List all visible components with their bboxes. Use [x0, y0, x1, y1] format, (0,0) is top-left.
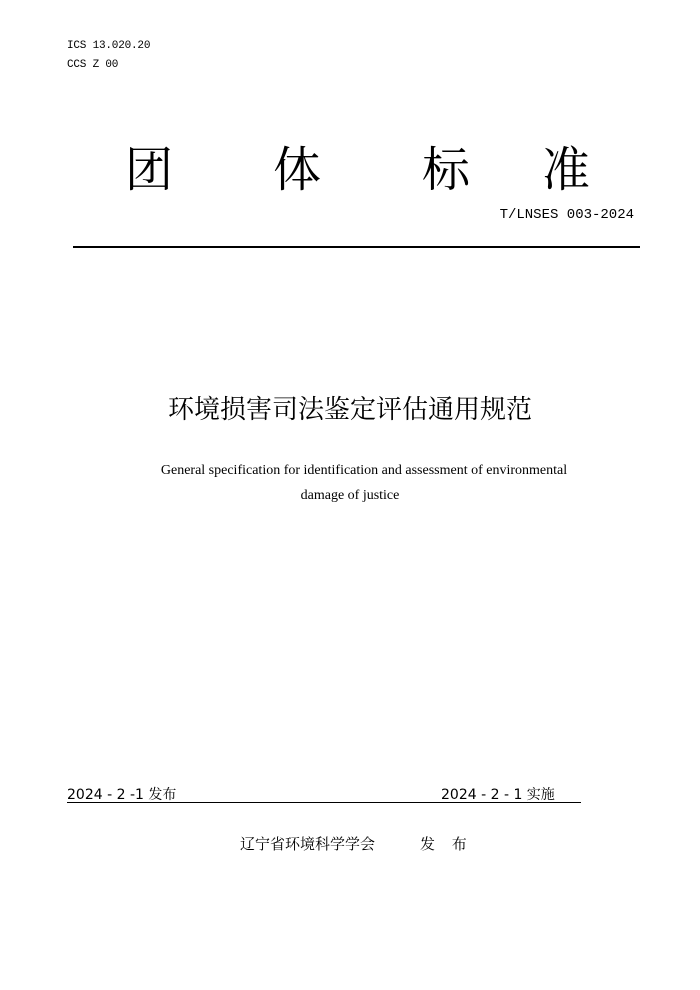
publish-label: 发 布 [420, 835, 473, 853]
standard-number: T/LNSES 003-2024 [499, 207, 634, 223]
document-title-cn [0, 394, 700, 426]
document-title-en-line1: General specification for identification and assessment of environmental [160, 463, 568, 478]
header-char-zhun: 准 [541, 142, 590, 198]
header-char-ti: 体 [272, 142, 321, 198]
date-underline [67, 802, 581, 803]
implementation-date: 2024 - 2 - 1 实施 [441, 787, 555, 803]
ics-code: ICS 13.020.20 [67, 40, 151, 52]
header-char-tuan: 团 [124, 142, 173, 198]
document-title-cn-text: 环境损害司法鉴定评估通用规范 [167, 395, 532, 425]
publisher-name: 辽宁省环境科学学会 [240, 835, 376, 853]
header-divider [73, 246, 640, 248]
document-title-en-line2: damage of justice [300, 488, 400, 503]
header-char-biao: 标 [421, 142, 470, 198]
ccs-code: CCS Z 00 [67, 59, 119, 71]
issue-date: 2024 - 2 -1 发布 [67, 787, 177, 803]
